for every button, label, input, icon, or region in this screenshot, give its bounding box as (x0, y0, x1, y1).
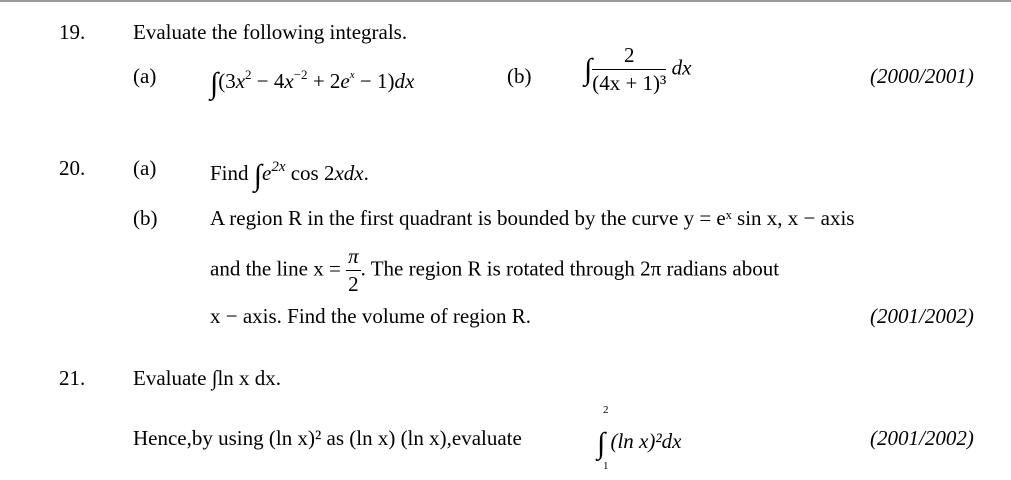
q21-prompt: Evaluate ∫ln x dx. (133, 366, 282, 390)
q20b-pi-over-2 (346, 246, 361, 295)
q19b-denominator: (4x + 1)³ (592, 71, 667, 95)
q20-number: 20. (59, 156, 86, 180)
q19b-dx: dx (671, 55, 692, 80)
q19b-numerator: 2 (592, 45, 666, 70)
q20b-line2-start: and the line x = (210, 256, 341, 281)
q21-number: 21. (59, 366, 86, 390)
q21-lower-limit: 1 (603, 460, 609, 472)
q20b-pi: π (346, 246, 361, 271)
q20b-two: 2 (348, 272, 359, 296)
q20b-line3: x − axis. Find the volume of region R. (210, 304, 531, 328)
q20a-text: Find $\int e^{2x}$ cos 2xdx. (210, 159, 369, 192)
q19b-expression: ∫ $\frac{2}{\text{(4x + 1)³}}$ dx (584, 43, 692, 95)
q21-integral: ∫ (ln x)²dx (597, 427, 682, 460)
q19a-expression: $\int(3x^2 - 4x^{-2} + 2e^x - 1)dx$ (210, 67, 415, 100)
q20a-label: (a) (133, 156, 157, 180)
q20b-line2 (210, 246, 779, 295)
q19-year: (2000/2001) (870, 64, 974, 88)
q20b-label: (b) (133, 206, 158, 230)
q19-number: 19. (59, 20, 86, 44)
top-border-line (0, 0, 1011, 2)
q19b-label: (b) (507, 64, 532, 88)
q21-year: (2001/2002) (870, 426, 974, 450)
q19b-fraction (592, 45, 666, 94)
q21-upper-limit: 2 (603, 404, 609, 416)
q20b-line1: A region R in the first quadrant is bounded by the curve y = eˣ sin x, x − axis (210, 206, 855, 230)
q19-prompt: Evaluate the following integrals. (133, 20, 408, 44)
q19a-label: (a) (133, 64, 157, 88)
q21-integrand: (ln x)²dx (610, 429, 682, 453)
q21-hence-text: Hence,by using (ln x)² as (ln x) (ln x),evaluate (133, 426, 522, 450)
q20-year: (2001/2002) (870, 304, 974, 328)
q20b-line2-end: . The region R is rotated through 2π radians about (360, 256, 780, 281)
